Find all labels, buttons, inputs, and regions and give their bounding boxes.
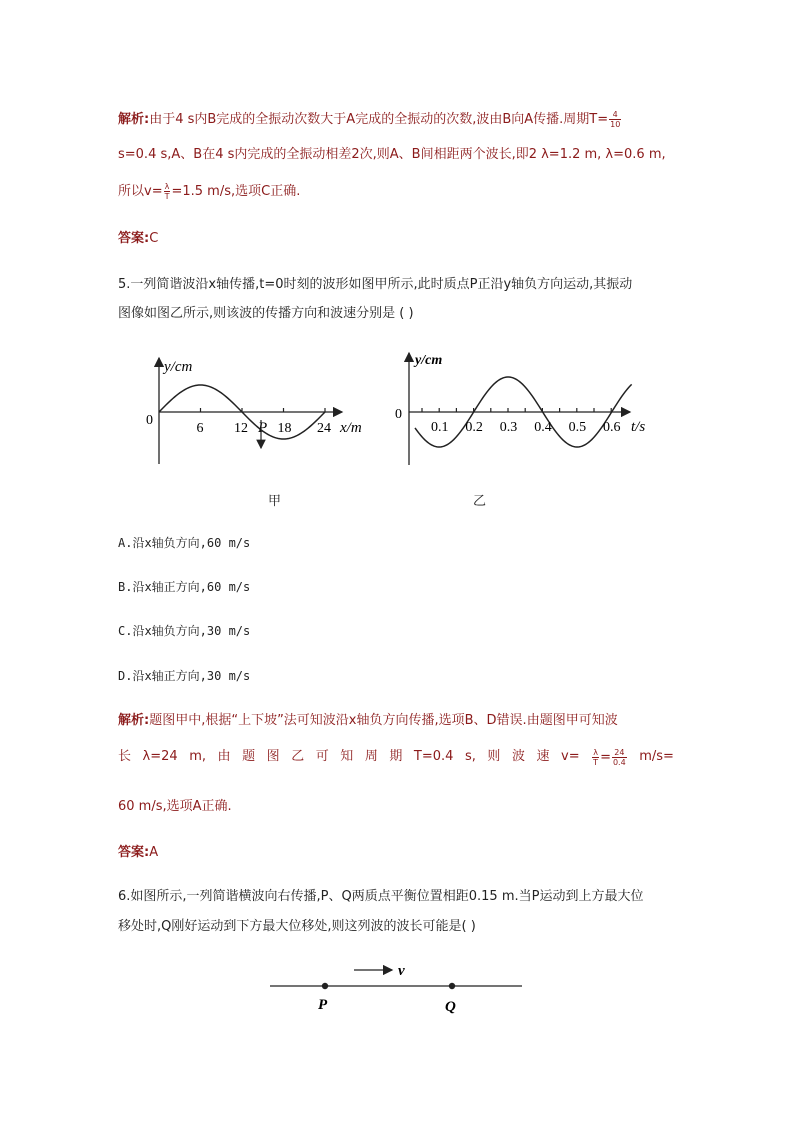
y-axis-label: y/cm [415, 353, 443, 368]
fraction-24-over-0-4: $\frac{24}{0.4}$ [612, 748, 626, 767]
fraction-4-over-10: $\frac{4}{10}$ [610, 110, 621, 129]
analysis-1-line-1 [118, 110, 622, 129]
caption-jia: 甲 [268, 494, 282, 509]
point-q-label: Q [445, 999, 456, 1015]
question-5-line-2: 图像如图乙所示,则该波的传播方向和波速分别是 ( ) [118, 306, 414, 321]
analysis-2-segment: T=0.4 [413, 749, 454, 764]
analysis-2-line-1: 解析:题图甲中,根据“上下坡”法可知波沿x轴负方向传播,选项B、D错误.由题图甲可知波 [118, 713, 618, 728]
t-tick-label: 0.1 [431, 420, 449, 435]
analysis-2-segment: 由 [217, 749, 231, 764]
option-c[interactable]: C.沿x轴负方向,30 m/s [118, 624, 251, 638]
fraction-lambda-over-t: $\frac{\lambda}{T}$ [593, 748, 599, 767]
analysis-2-segment: 波 [511, 749, 525, 764]
t-tick-label: 0.2 [465, 420, 483, 435]
question-5-line-1: 5.一列简谐波沿x轴传播,t=0时刻的波形如图甲所示,此时质点P正沿y轴负方向运动,其振动 [118, 277, 633, 292]
analysis-2-line-3: 60 m/s,选项A正确. [118, 799, 232, 814]
velocity-label: v [398, 963, 405, 979]
analysis-2-segment: 题 [242, 749, 256, 764]
x-axis-label: x/m [340, 420, 362, 436]
analysis-1-line-3: 所以v= $\frac{\lambda}{T}$ =1.5 m/s,选项C正确. [118, 182, 301, 201]
analysis-2-segment: 期 [389, 749, 403, 764]
point-p-label: P [318, 997, 328, 1013]
analysis-1-text-a: 由于4 s内B完成的全振动次数大于A完成的全振动的次数,波由B向A传播.周期T= [149, 112, 609, 127]
wave-graph-jia [140, 352, 380, 474]
t-axis-label: t/s [631, 419, 646, 435]
t-tick-label: 0.5 [568, 420, 587, 435]
x-tick-label: 18 [277, 421, 292, 436]
analysis-2-segment: 知 [340, 749, 354, 764]
analysis-2-segment: 图 [266, 749, 280, 764]
analysis-1-line-2: s=0.4 s,A、B在4 s内完成的全振动相差2次,则A、B间相距两个波长,即2 λ=1.2 m, λ=0.6 m, [118, 147, 666, 162]
pq-diagram [268, 958, 528, 1018]
x-tick-label: 6 [196, 421, 204, 436]
option-b[interactable]: B.沿x轴正方向,60 m/s [118, 580, 251, 594]
option-d[interactable]: D.沿x轴正方向,30 m/s [118, 669, 251, 683]
option-a[interactable]: A.沿x轴负方向,60 m/s [118, 536, 251, 550]
t-tick-label: 0.3 [499, 420, 518, 435]
point-p [322, 983, 328, 989]
analysis-2-segment: 速 [536, 749, 550, 764]
x-tick-label: 12 [234, 421, 248, 436]
caption-yi: 乙 [473, 494, 487, 509]
analysis-2-segment: v= [561, 749, 580, 764]
question-6-line-2: 移处时,Q刚好运动到下方最大位移处,则这列波的波长可能是( ) [118, 919, 476, 934]
origin-label: 0 [146, 413, 153, 428]
y-axis-label: y/cm [164, 359, 193, 375]
analysis-2-segment: m, [189, 749, 207, 764]
analysis-2-segment: s, [464, 749, 476, 764]
point-q [449, 983, 455, 989]
analysis-2-segment: 则 [487, 749, 501, 764]
vibration-graph-yi [394, 350, 654, 470]
analysis-2-segment: 可 [315, 749, 329, 764]
answer-1: 答案:C [118, 231, 159, 246]
analysis-2-line-2: 长 λ=24 m, 由 题 图 乙 可 知 周 期 T=0.4 s, 则 波 速 v= $\frac{\lambda}{T}$ = $\frac{24}{0.4}$ m/s= [118, 748, 674, 767]
analysis-2-segment: λ=24 [142, 749, 178, 764]
fraction-lambda-over-t: $\frac{\lambda}{T}$ [164, 182, 170, 201]
point-p-label: P [258, 420, 268, 436]
analysis-2-segment: 长 [118, 749, 132, 764]
origin-label: 0 [395, 407, 402, 422]
analysis-2-segment: 乙 [291, 749, 305, 764]
answer-2: 答案:A [118, 845, 159, 860]
analysis-label: 解析: [118, 112, 150, 127]
t-tick-label: 0.6 [603, 420, 621, 435]
analysis-2-segment: 周 [364, 749, 378, 764]
x-tick-label: 24 [317, 421, 331, 436]
question-6-line-1: 6.如图所示,一列简谐横波向右传播,P、Q两质点平衡位置相距0.15 m.当P运动到上方最大位 [118, 889, 644, 904]
t-tick-label: 0.4 [534, 420, 552, 435]
